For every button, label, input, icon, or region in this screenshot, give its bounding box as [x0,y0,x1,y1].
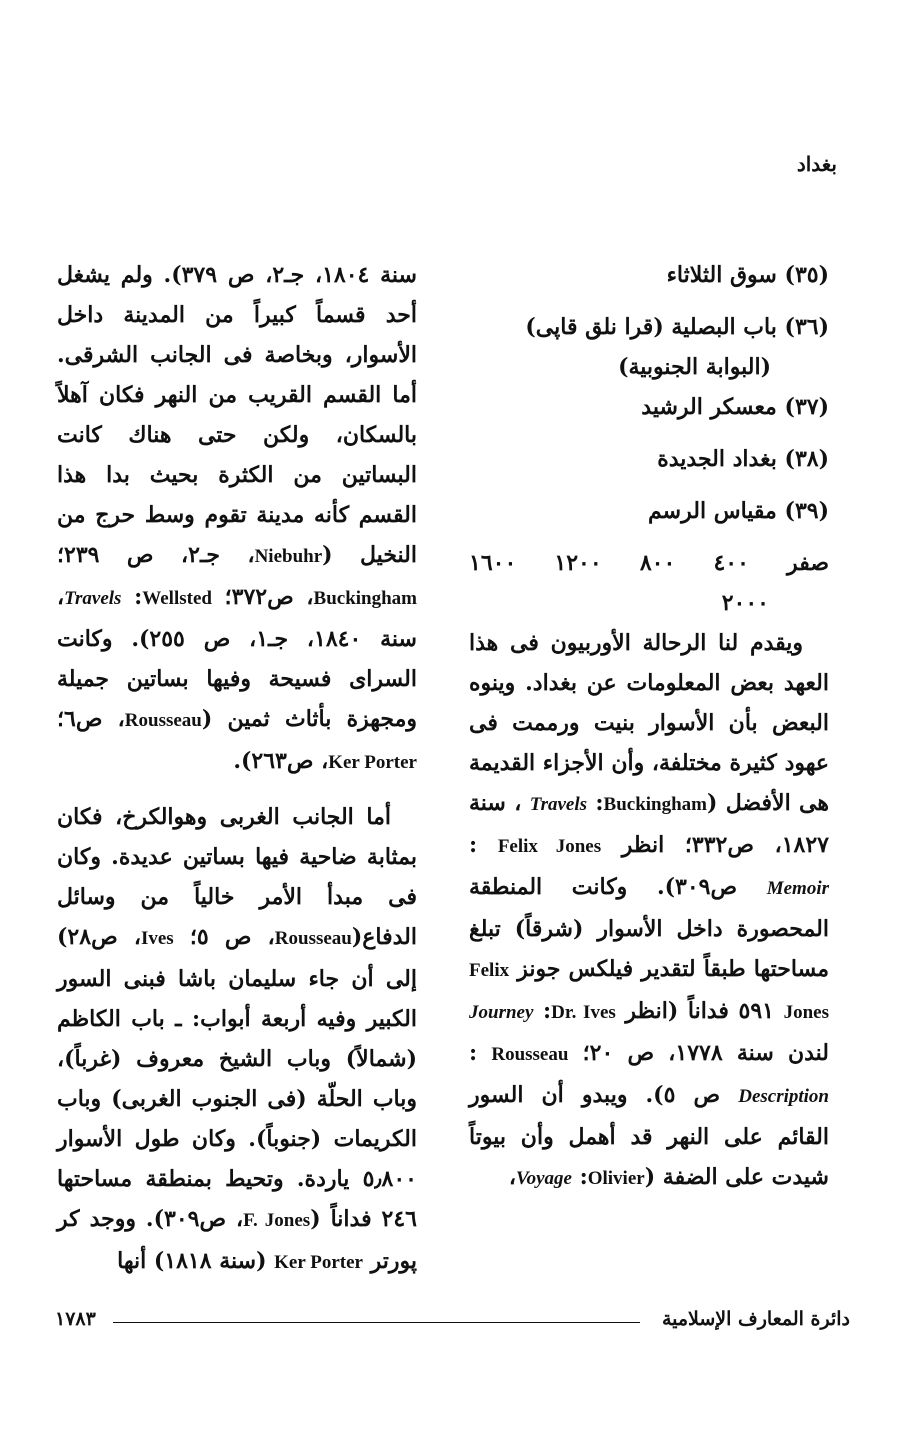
citation-title: Description [738,1086,829,1107]
citation-author: Niebuhr [254,546,323,567]
list-text: بغداد الجديدة [657,446,777,472]
list-number: (٣٩) [784,498,829,524]
list-text: معسكر الرشيد [641,394,777,420]
list-item-38 [469,439,829,479]
list-text: باب البصلية (قرا نلق قاپى) [525,314,777,340]
citation-author: Buckingham [603,794,707,815]
left-column [57,255,417,1283]
citation-author: Rousseau [124,710,202,731]
citation-author: Ker Porter [274,1252,363,1273]
list-number: (٣٥) [784,262,829,288]
citation-author: Wellsted [142,588,212,609]
list-item-35 [469,255,829,295]
list-number: (٣٧) [784,394,829,420]
citation-author: Ives [140,928,174,949]
page-number: ١٧٨٣ [55,1308,96,1330]
footer-title: دائرة المعارف الإسلامية [661,1308,850,1330]
list-text: سوق الثلاثاء [666,262,777,288]
citation-author: Olivier [587,1168,645,1189]
citation-title: Journey [469,1002,534,1023]
running-head-title: بغداد [796,152,837,176]
list-number: (٣٨) [784,446,829,472]
citation-author: Buckingham [313,588,417,609]
list-item-36-continuation: (البوابة الجنوبية) [618,354,771,380]
citation-title: Voyage [516,1168,572,1189]
citation-author: Ker Porter [328,752,417,773]
citation-author: Dr. Ives [551,1002,616,1023]
citation-author: Rousseau [274,928,352,949]
list-item-39 [469,491,829,531]
paragraph-gap [57,783,417,797]
citation-author: Felix Jones [497,836,602,857]
scale-values: صفر ٤٠٠ ٨٠٠ ١٢٠٠ ١٦٠٠ [469,550,829,576]
list-text: مقياس الرسم [648,498,777,524]
citation-title: Travels [64,588,122,609]
list-number: (٣٦) [784,314,829,340]
citation-author: Rousseau [491,1044,569,1065]
paragraph-east-side: سنة ١٨٠٤، جـ٢، ص ٣٧٩). ولم يشغل أحد قسماً كبيراً من المدينة داخل الأسوار، وبخاصة فى الجانب الشرقى. أما القسم القريب من النهر فكان آهلاً بالسكان، ولكن حتى هناك كانت البساتين من الكثرة بحيث بدا هذا القسم كأنه مدينة تقوم وسط حرج من النخيل (Niebuhr، جـ٢، ص ٢٣٩؛ Buckingham، ص٣٧٢؛ Wellsted: Travels، سنة ١٨٤٠، جـ١، ص ٢٥٥). وكانت السراى فسيحة وفيها بساتين جميلة ومجهزة بأثاث ثمين (Rousseau، ص٦؛ Ker Porter، ص٢٦٣). [57,262,417,774]
paragraph-european-travellers: ويقدم لنا الرحالة الأوربيون فى هذا العهد بعض المعلومات عن بغداد. وينوه البعض بأن الأسوار بنيت ورممت فى عهود كثيرة مختلفة، وأن الأجزاء القديمة هى الأفضل (Buckingham: Travels ، سنة ١٨٢٧، ص٣٣٢؛ انظر Felix Jones : Memoir ص٣٠٩). وكانت المنطقة المحصورة داخل الأسوار (شرقاً) تبلغ مساحتها طبقاً لتقدير فيلكس جونز Felix Jones ٥٩١ فداناً (انظر Dr. Ives: Journey لندن سنة ١٧٧٨، ص ٢٠؛ Rousseau : Description ص ٥). ويبدو أن السور القائم على النهر قد أهمل وأن بيوتاً شيدت على الضفة (Olivier: Voyage، [469,630,830,1190]
footer-rule [113,1322,640,1323]
paragraph-west-side: أما الجانب الغربى وهوالكرخ، فكان بمثابة ضاحية فيها بساتين عديدة. وكان فى مبدأ الأمر خالياً من وسائل الدفاع(Rousseau، ص ٥؛ Ives، ص٢٨) إلى أن جاء سليمان باشا فبنى السور الكبير وفيه أربعة أبواب: ـ باب الكاظم (شمالاً) وباب الشيخ معروف (غرباً)، وباب الحلّة (فى الجنوب الغربى) وباب الكريمات (جنوباً). وكان طول الأسوار ٥٫٨٠٠ ياردة. وتحيط بمنطقة مساحتها ٢٤٦ فداناً (F. Jones، ص٣٠٩). ووجد كر پورتر Ker Porter (سنة ١٨١٨) أنها [57,804,417,1274]
citation-title: Memoir [766,878,829,899]
citation-title: Travels [529,794,588,815]
page-footer [55,1308,850,1338]
citation-author: Felix Jones [469,960,830,1023]
scale-values-continuation: ٢٠٠٠ [721,590,769,616]
list-item-36 [469,307,829,347]
list-item-37 [469,387,829,427]
right-column [469,255,829,1199]
citation-author: F. Jones [243,1210,311,1231]
